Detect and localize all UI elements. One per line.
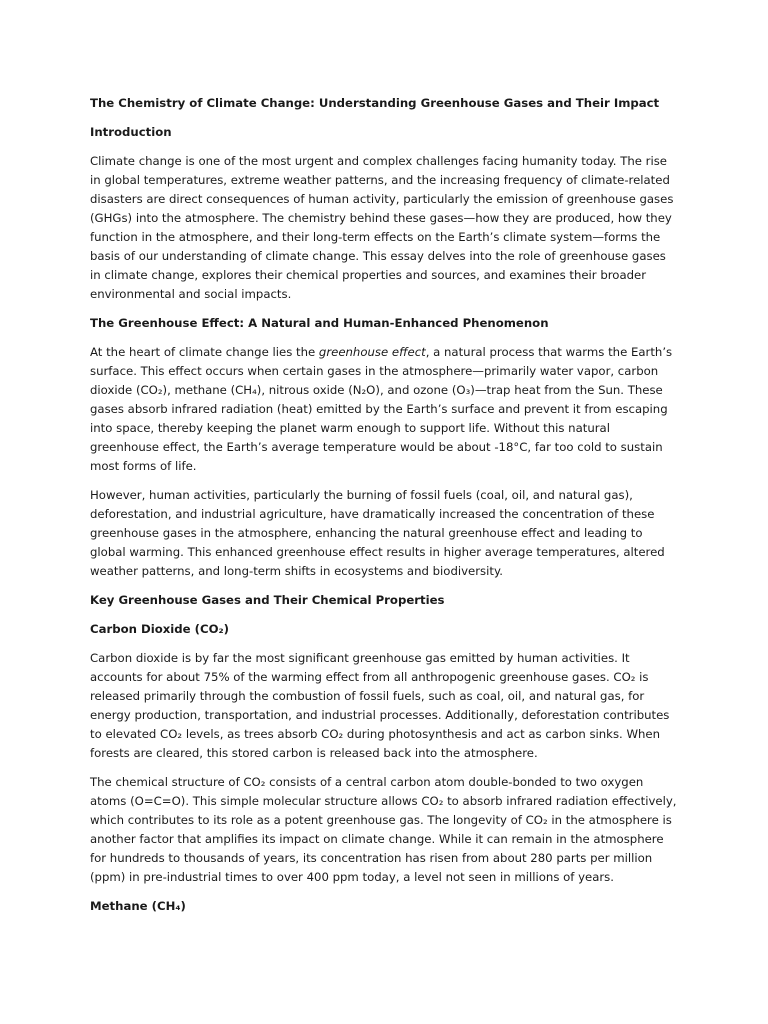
greenhouse-effect-term: greenhouse effect [318,345,426,359]
methane-heading: Methane (CH₄) [90,899,186,913]
key-gases-heading: Key Greenhouse Gases and Their Chemical Properties [90,593,445,607]
greenhouse-effect-heading: The Greenhouse Effect: A Natural and Human-Enhanced Phenomenon [90,316,549,330]
co2-paragraph-2: The chemical structure of CO₂ consists of a central carbon atom double-bonded to two oxygen atoms (O=C=O). This simple molecular structure allows CO₂ to absorb infrared radiation effectively, which contributes to its role as a potent greenhouse gas. The longevity of CO₂ in the atmosphere is another factor that amplifies its impact on climate change. While it can remain in the atmosphere for hundreds to thousands of years, its concentration has risen from about 280 parts per million (ppm) in pre-industrial times to over 400 ppm today, a level not seen in millions of years. [90,775,677,884]
greenhouse-effect-paragraph-1 [90,343,680,476]
paragraph-rest: , a natural process that warms the Earth’s surface. This effect occurs when certain gases in the atmosphere—primarily water vapor, carbon dioxide (CO₂), methane (CH₄), nitrous oxide (N₂O), and ozone (O₃)—trap heat from the Sun. These gases absorb infrared radiation (heat) emitted by the Earth’s surface and prevent it from escaping into space, thereby keeping the planet warm enough to support life. Without this natural greenhouse effect, the Earth’s average temperature would be about -18°C, far too cold to sustain most forms of life. [90,345,673,473]
co2-paragraph-1: Carbon dioxide is by far the most significant greenhouse gas emitted by human activities. It accounts for about 75% of the warming effect from all anthropogenic greenhouse gases. CO₂ is released primarily through the combustion of fossil fuels, such as coal, oil, and natural gas, for energy production, transportation, and industrial processes. Additionally, deforestation contributes to elevated CO₂ levels, as trees absorb CO₂ during photosynthesis and act as carbon sinks. When forests are cleared, this stored carbon is released back into the atmosphere. [90,651,670,760]
co2-heading: Carbon Dioxide (CO₂) [90,622,229,636]
document-page [90,94,680,926]
paragraph-lead: At the heart of climate change lies the [90,345,319,359]
document-title: The Chemistry of Climate Change: Understanding Greenhouse Gases and Their Impact [90,96,660,110]
introduction-paragraph: Climate change is one of the most urgent and complex challenges facing humanity today. The rise in global temperatures, extreme weather patterns, and the increasing frequency of climate-related disasters are direct consequences of human activity, particularly the emission of greenhouse gases (GHGs) into the atmosphere. The chemistry behind these gases—how they are produced, how they function in the atmosphere, and their long-term effects on the Earth’s climate system—forms the basis of our understanding of climate change. This essay delves into the role of greenhouse gases in climate change, explores their chemical properties and sources, and examines their broader environmental and social impacts. [90,154,674,301]
greenhouse-effect-paragraph-2: However, human activities, particularly the burning of fossil fuels (coal, oil, and natural gas), deforestation, and industrial agriculture, have dramatically increased the concentration of these greenhouse gases in the atmosphere, enhancing the natural greenhouse effect and leading to global warming. This enhanced greenhouse effect results in higher average temperatures, altered weather patterns, and long-term shifts in ecosystems and biodiversity. [90,488,665,578]
introduction-heading: Introduction [90,125,172,139]
